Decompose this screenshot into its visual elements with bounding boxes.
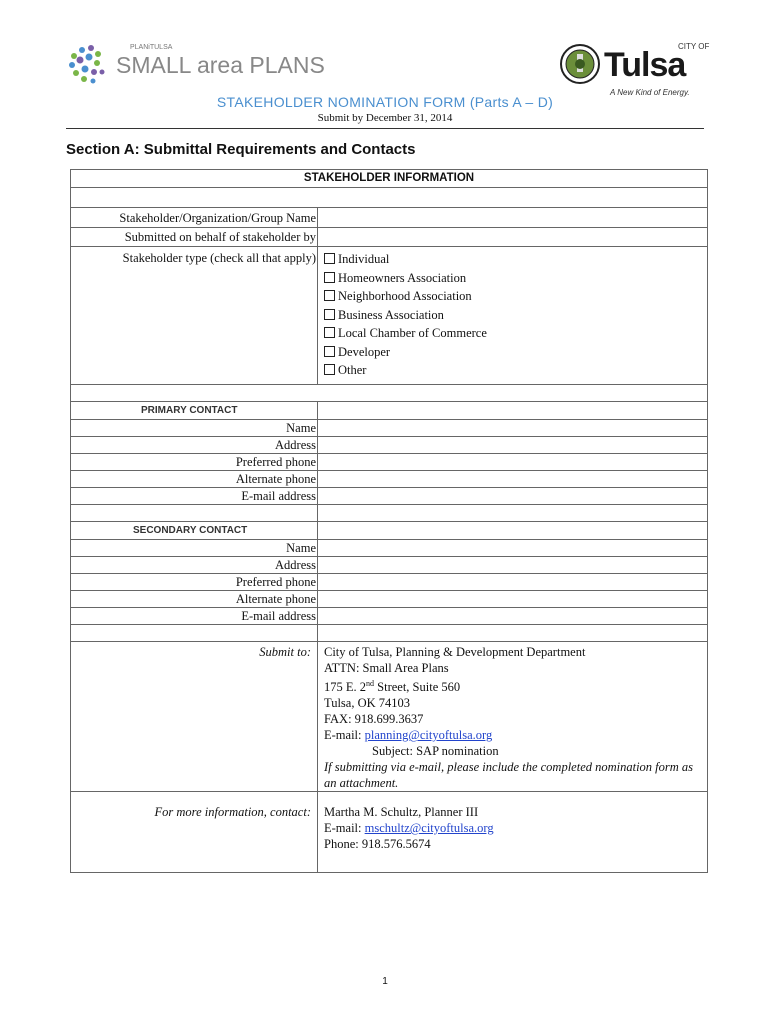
- primary-preferred-phone-label: Preferred phone: [71, 454, 318, 471]
- checkbox-icon[interactable]: [324, 309, 335, 320]
- secondary-address-label: Address: [71, 557, 318, 574]
- checkbox-option[interactable]: Individual: [324, 250, 706, 269]
- city-of-tulsa-logo: [560, 42, 710, 102]
- small-area-plans-text: SMALL area PLANS: [116, 52, 325, 78]
- submitted-by-field[interactable]: [318, 228, 708, 247]
- primary-address-label: Address: [71, 437, 318, 454]
- fax-number: FAX: 918.699.3637: [324, 712, 424, 727]
- contact-name: Martha M. Schultz, Planner III: [324, 805, 479, 820]
- small-area-plans-logo: [66, 42, 336, 88]
- primary-alternate-phone-label: Alternate phone: [71, 471, 318, 488]
- spacer-row: [71, 385, 708, 402]
- primary-contact-heading-row: [71, 402, 708, 420]
- checkbox-option[interactable]: Business Association: [324, 306, 706, 325]
- submit-to-row: [71, 642, 708, 792]
- secondary-address-field[interactable]: [318, 557, 708, 574]
- form-row: [71, 247, 708, 385]
- tagline-text: A New Kind of Energy.: [610, 88, 690, 97]
- checkbox-icon[interactable]: [324, 253, 335, 264]
- contact-phone: Phone: 918.576.5674: [324, 837, 431, 852]
- planitulsa-text: PLANiTULSA: [130, 44, 173, 51]
- checkbox-option[interactable]: Neighborhood Association: [324, 287, 706, 306]
- secondary-contact-heading-row: [71, 522, 708, 540]
- form-row: [71, 437, 708, 454]
- form-row: [71, 208, 708, 228]
- spacer-row: [71, 188, 708, 208]
- submit-by-date: Submit by December 31, 2014: [317, 112, 453, 124]
- spacer-row: [71, 625, 708, 642]
- secondary-preferred-phone-label: Preferred phone: [71, 574, 318, 591]
- form-row: [71, 557, 708, 574]
- email-line: E-mail: planning@cityoftulsa.org: [324, 728, 493, 743]
- secondary-name-field[interactable]: [318, 540, 708, 557]
- form-row: [71, 574, 708, 591]
- primary-email-field[interactable]: [318, 488, 708, 505]
- org-name-label: Stakeholder/Organization/Group Name: [71, 208, 318, 228]
- spacer-row: [71, 505, 708, 522]
- page-number: 1: [382, 976, 388, 987]
- primary-name-field[interactable]: [318, 420, 708, 437]
- form-row: [71, 540, 708, 557]
- form-row: [71, 454, 708, 471]
- form-row: [71, 591, 708, 608]
- secondary-name-label: Name: [71, 540, 318, 557]
- section-title: Section A: Submittal Requirements and Contacts: [66, 141, 416, 158]
- nomination-form-table: [70, 169, 708, 873]
- primary-contact-heading: PRIMARY CONTACT: [71, 402, 318, 420]
- stakeholder-type-options: [318, 247, 708, 385]
- submit-to-label: Submit to:: [71, 642, 318, 792]
- primary-address-field[interactable]: [318, 437, 708, 454]
- more-info-details: [318, 792, 708, 873]
- checkbox-icon[interactable]: [324, 272, 335, 283]
- checkbox-option[interactable]: Homeowners Association: [324, 269, 706, 288]
- primary-preferred-phone-field[interactable]: [318, 454, 708, 471]
- primary-alternate-phone-field[interactable]: [318, 471, 708, 488]
- form-row: [71, 488, 708, 505]
- checkbox-icon[interactable]: [324, 290, 335, 301]
- org-name-field[interactable]: [318, 208, 708, 228]
- checkbox-icon[interactable]: [324, 327, 335, 338]
- contact-email-line: E-mail: mschultz@cityoftulsa.org: [324, 821, 494, 836]
- submit-to-details: [318, 642, 708, 792]
- submitted-by-label: Submitted on behalf of stakeholder by: [71, 228, 318, 247]
- header-divider: [66, 128, 704, 129]
- form-title: STAKEHOLDER NOMINATION FORM (Parts A – D): [216, 94, 554, 110]
- secondary-alternate-phone-label: Alternate phone: [71, 591, 318, 608]
- primary-email-label: E-mail address: [71, 488, 318, 505]
- form-row: [71, 608, 708, 625]
- tulsa-text: Tulsa: [604, 46, 686, 84]
- more-info-label: For more information, contact:: [71, 792, 318, 873]
- stakeholder-type-label: Stakeholder type (check all that apply): [71, 247, 318, 385]
- planning-email-link[interactable]: planning@cityoftulsa.org: [364, 728, 493, 743]
- contact-email-link[interactable]: mschultz@cityoftulsa.org: [364, 821, 494, 836]
- primary-name-label: Name: [71, 420, 318, 437]
- secondary-preferred-phone-field[interactable]: [318, 574, 708, 591]
- form-row: [71, 420, 708, 437]
- submission-note: If submitting via e-mail, please include the completed nomination form as an attachment.: [324, 760, 694, 791]
- email-subject: Subject: SAP nomination: [372, 744, 499, 759]
- city-seal-icon: [560, 44, 600, 84]
- city-of-text: CITY OF: [678, 42, 710, 51]
- street-address: 175 E. 2nd Street, Suite 560: [324, 679, 461, 695]
- secondary-alternate-phone-field[interactable]: [318, 591, 708, 608]
- form-row: [71, 471, 708, 488]
- city-state-zip: Tulsa, OK 74103: [324, 696, 411, 711]
- checkbox-option[interactable]: Local Chamber of Commerce: [324, 324, 706, 343]
- department: City of Tulsa, Planning & Development Department: [324, 645, 586, 659]
- attention-line: ATTN: Small Area Plans: [324, 661, 449, 675]
- more-info-row: [71, 792, 708, 873]
- form-row: [71, 228, 708, 247]
- checkbox-icon[interactable]: [324, 364, 335, 375]
- checkbox-icon[interactable]: [324, 346, 335, 357]
- secondary-email-label: E-mail address: [71, 608, 318, 625]
- checkbox-option[interactable]: Other: [324, 361, 706, 380]
- checkbox-option[interactable]: Developer: [324, 343, 706, 362]
- secondary-email-field[interactable]: [318, 608, 708, 625]
- stakeholder-heading-row: [71, 170, 708, 188]
- stakeholder-heading: STAKEHOLDER INFORMATION: [71, 170, 708, 188]
- secondary-contact-heading: SECONDARY CONTACT: [71, 522, 318, 540]
